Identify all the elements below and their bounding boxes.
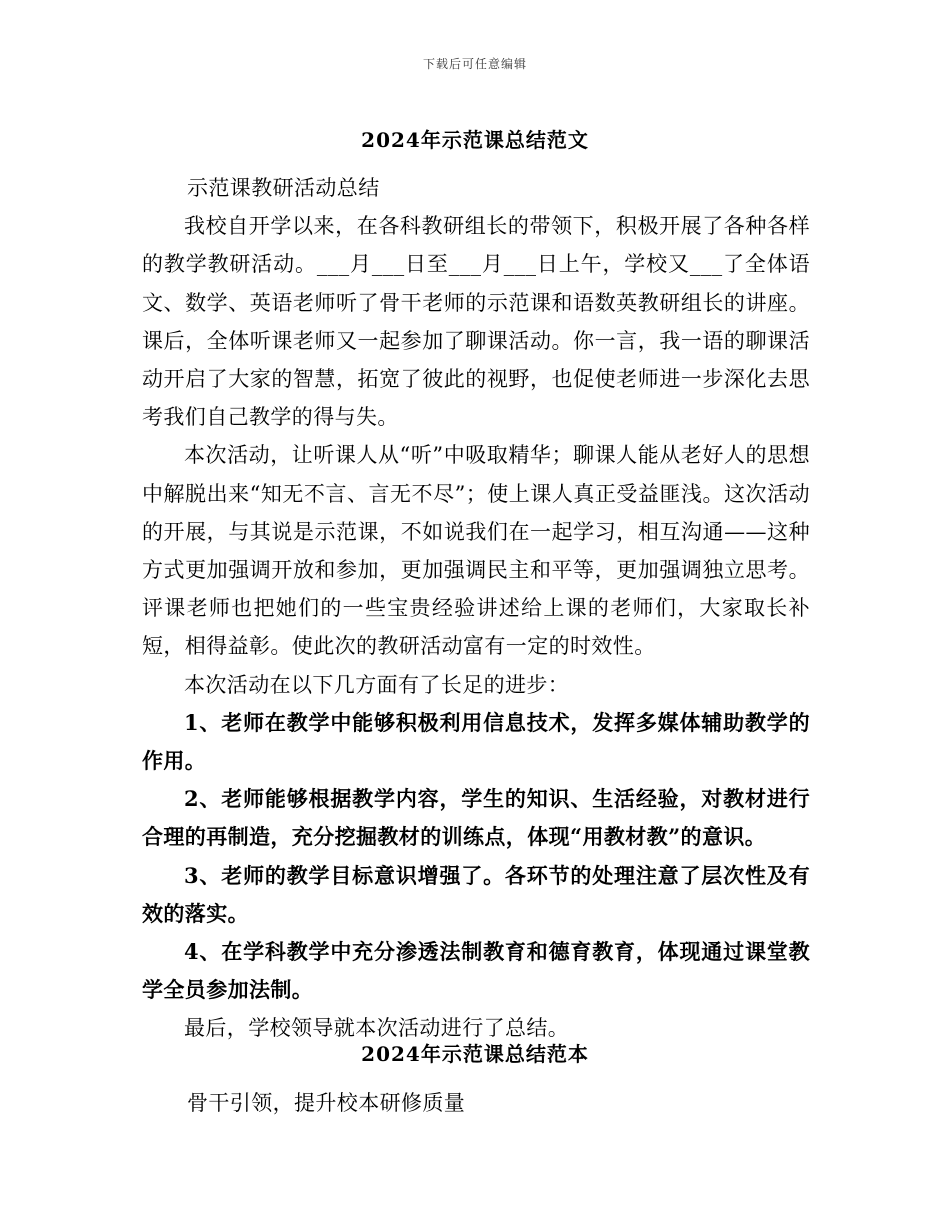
second-document-title: 2024年示范课总结范本 [361, 1042, 589, 1066]
body-paragraph: 本次活动在以下几方面有了长足的进步： [184, 672, 570, 697]
progress-point: 2、老师能够根据教学内容，学生的知识、生活经验，对教材进行合理的再制造，充分挖掘教材的训练点，体现“用教材教”的意识。 [142, 786, 810, 850]
header-note: 下载后可任意编辑 [422, 57, 527, 71]
section-2-body [142, 1084, 810, 1122]
section-subtitle: 示范课教研活动总结 [187, 176, 380, 200]
closing-paragraph: 最后，学校领导就本次活动进行了总结。 [184, 1016, 570, 1041]
progress-point: 3、老师的教学目标意识增强了。各环节的处理注意了层次性及有效的落实。 [142, 862, 810, 926]
document-title: 2024年示范课总结范文 [361, 128, 589, 152]
section-1-body [142, 169, 810, 1048]
body-paragraph: 本次活动，让听课人从“听”中吸取精华；聊课人能从老好人的思想中解脱出来“知无不言、言无不尽”；使上课人真正受益匪浅。这次活动的开展，与其说是示范课，不如说我们在一起学习，相互沟通——这种方式更加强调开放和参加，更加强调民主和平等，更加强调独立思考。评课老师也把她们的一些宝贵经验讲述给上课的老师们，大家取长补短，相得益彰。使此次的教研活动富有一定的时效性。 [142, 443, 810, 659]
progress-point: 4、在学科教学中充分渗透法制教育和德育教育，体现通过课堂教学全员参加法制。 [142, 939, 810, 1003]
body-paragraph: 我校自开学以来，在各科教研组长的带领下，积极开展了各种各样的教学教研活动。___月___日至___月___日上午，学校又___了全体语文、数学、英语老师听了骨干老师的示范课和语数英教研组长的讲座。课后，全体听课老师又一起参加了聊课活动。你一言，我一语的聊课活动开启了大家的智慧，拓宽了彼此的视野，也促使老师进一步深化去思考我们自己教学的得与失。 [142, 214, 810, 430]
progress-point: 1、老师在教学中能够积极利用信息技术，发挥多媒体辅助教学的作用。 [142, 709, 810, 774]
section-subtitle: 骨干引领，提升校本研修质量 [187, 1091, 466, 1115]
